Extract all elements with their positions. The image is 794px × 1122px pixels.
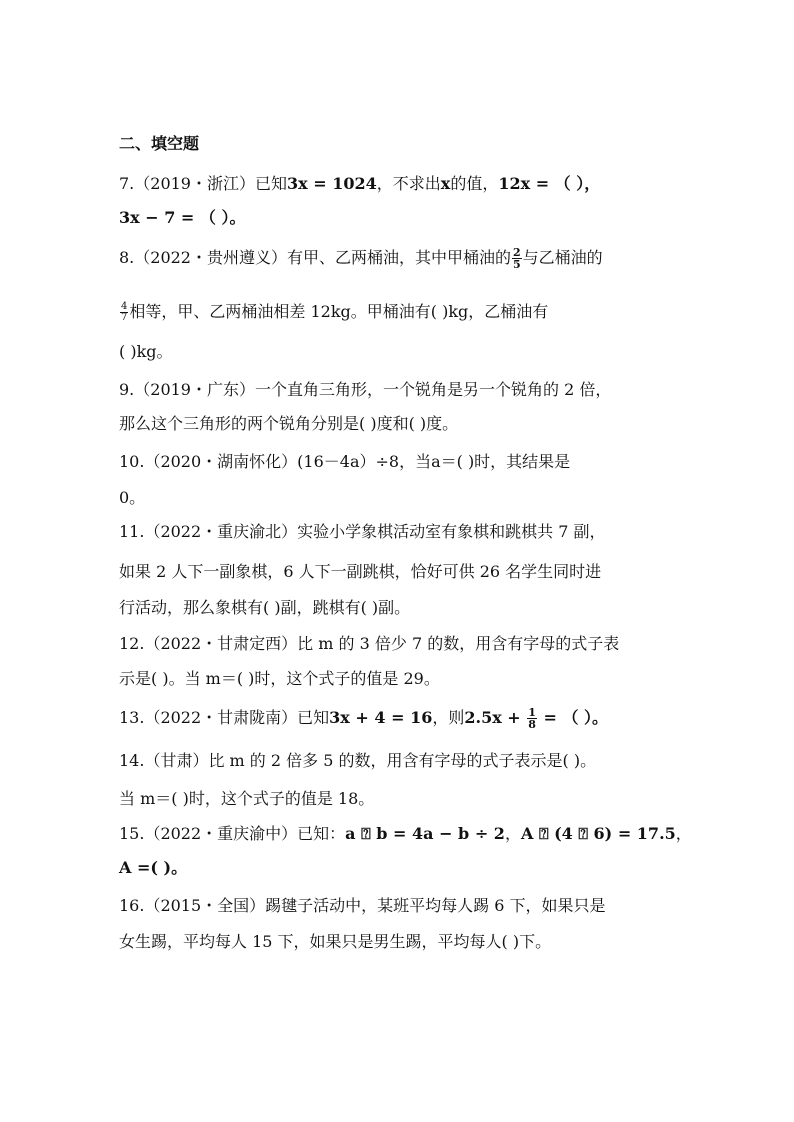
question-10-line-2: 0。: [119, 488, 146, 507]
question-7-line-2: 3x − 7 = （ ）。: [119, 208, 246, 227]
section-title: 二、填空题: [119, 134, 200, 153]
q13-expression: 2.5x +: [464, 708, 527, 727]
frac-num: 1: [528, 706, 536, 719]
question-16-line-2: 女生踢，平均每人 15 下，如果只是男生踢，平均每人( )下。: [119, 932, 552, 951]
q7-text: 7.（2019・浙江）已知: [119, 174, 287, 193]
question-7-line-1: [119, 173, 600, 195]
question-13-line-1: [119, 707, 608, 730]
q7-var: x: [440, 174, 451, 193]
question-9-line-1: 9.（2019・广东）一个直角三角形，一个锐角是另一个锐角的 2 倍，: [119, 380, 612, 399]
fraction-2-5: [512, 247, 522, 270]
frac-den: 5: [513, 258, 521, 271]
question-11-line-2: 如果 2 人下一副象棋，6 人下一副跳棋，恰好可供 26 名学生同时进: [119, 562, 602, 581]
question-8-line-3: ( )kg。: [119, 342, 173, 361]
q13-blank: = （ ）。: [537, 708, 609, 727]
question-8-line-2: [119, 301, 548, 323]
question-11-line-3: 行活动，那么象棋有( )副，跳棋有( )副。: [119, 598, 411, 617]
question-10-line-1: 10.（2020・湖南怀化）(16－4a）÷8，当a＝( )时，其结果是: [119, 452, 571, 471]
question-15-line-1: [119, 823, 692, 845]
q8-text: 相等，甲、乙两桶油相差 12kg。甲桶油有( )kg，乙桶油有: [129, 302, 549, 321]
q15-text: ，: [675, 824, 692, 843]
q7-blank: 12x = （ ），: [498, 174, 601, 193]
question-8-line-1: [119, 247, 603, 270]
q15-definition: a ⍰ b = 4a − b ÷ 2: [345, 824, 505, 843]
q13-text: 13.（2022・甘肃陇南）已知: [119, 708, 330, 727]
q8-text: 与乙桶油的: [522, 248, 603, 267]
frac-den: 8: [528, 718, 536, 731]
frac-den: 7: [121, 312, 128, 323]
frac-num: 2: [513, 246, 521, 259]
question-14-line-2: 当 m＝( )时，这个式子的值是 18。: [119, 789, 375, 808]
question-12-line-2: 示是( )。当 m＝( )时，这个式子的值是 29。: [119, 669, 440, 688]
question-11-line-1: 11.（2022・重庆渝北）实验小学象棋活动室有象棋和跳棋共 7 副，: [119, 522, 606, 541]
q7-text: 的值，: [450, 174, 499, 193]
question-9-line-2: 那么这个三角形的两个锐角分别是( )度和( )度。: [119, 414, 459, 433]
q7-equation: 3x = 1024: [287, 174, 377, 193]
fraction-1-8: [527, 707, 537, 730]
q15-text: 15.（2022・重庆渝中）已知：: [119, 824, 346, 843]
q15-equation: A ⍰ (4 ⍰ 6) = 17.5: [520, 824, 676, 843]
q7-text: ，不求出: [376, 174, 441, 193]
q8-text: 8.（2022・贵州遵义）有甲、乙两桶油，其中甲桶油的: [119, 248, 511, 267]
question-14-line-1: 14.（甘肃）比 m 的 2 倍多 5 的数，用含有字母的式子表示是( )。: [119, 751, 597, 770]
question-16-line-1: 16.（2015・全国）踢毽子活动中，某班平均每人踢 6 下，如果只是: [119, 896, 606, 915]
frac-num: 4: [121, 301, 128, 312]
question-12-line-1: 12.（2022・甘肃定西）比 m 的 3 倍少 7 的数，用含有字母的式子表: [119, 634, 620, 653]
fraction-4-7: [120, 302, 128, 323]
question-15-line-2: A =( )。: [119, 858, 188, 877]
q13-text: ，则: [432, 708, 465, 727]
q13-equation: 3x + 4 = 16: [329, 708, 433, 727]
q15-text: ，: [504, 824, 521, 843]
